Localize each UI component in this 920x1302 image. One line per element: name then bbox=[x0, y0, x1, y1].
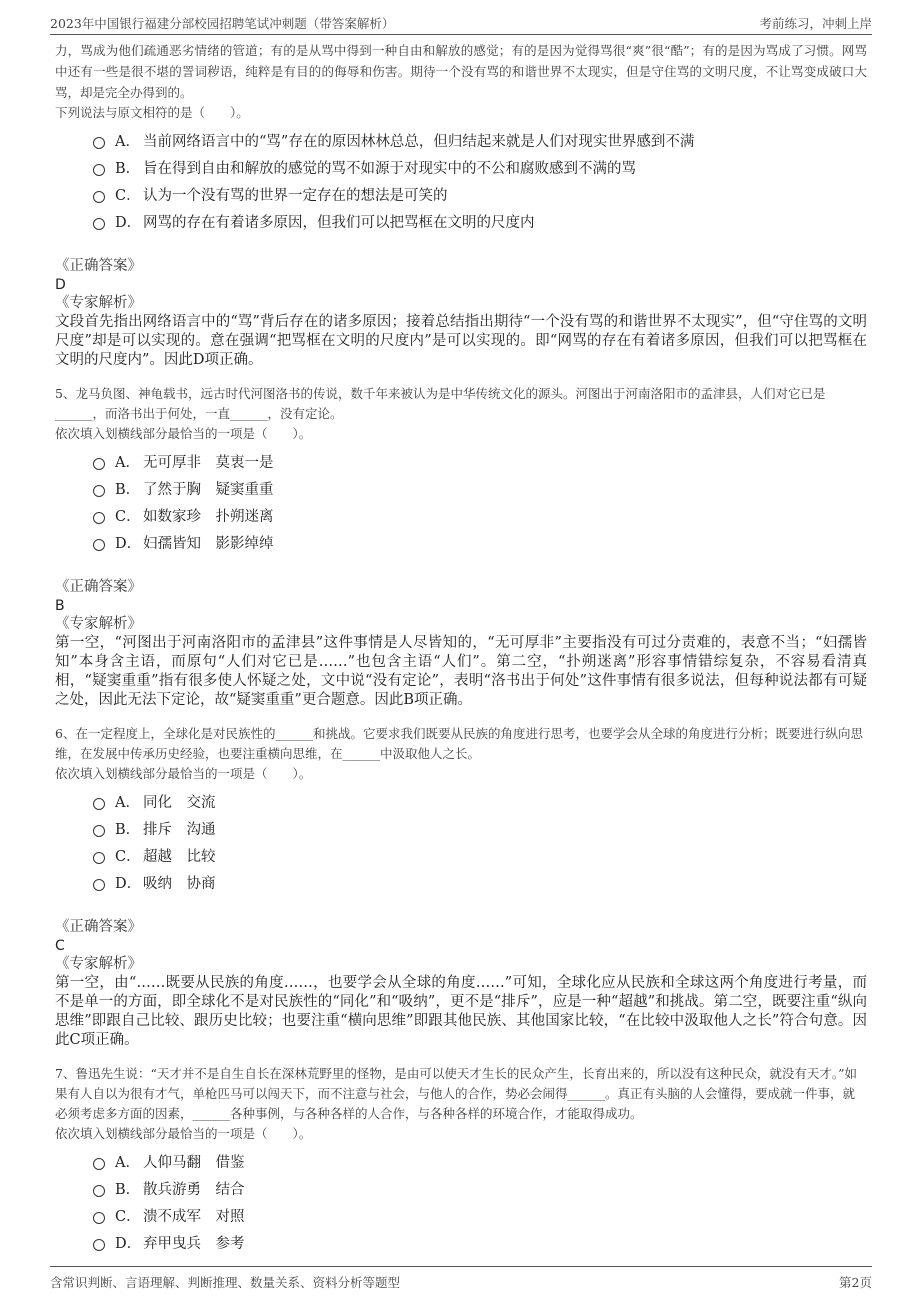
page-header bbox=[50, 10, 872, 35]
radio-circle-icon[interactable] bbox=[93, 1185, 105, 1197]
option-letter: D． bbox=[115, 536, 142, 552]
radio-circle-icon[interactable] bbox=[93, 1239, 105, 1251]
question-prompt: 依次填入划横线部分最恰当的一项是（ ）。 bbox=[55, 1126, 312, 1141]
option-c[interactable] bbox=[93, 842, 867, 869]
option-c[interactable] bbox=[93, 502, 867, 529]
option-letter: B． bbox=[115, 822, 141, 838]
option-text: 人仰马翻 借鉴 bbox=[143, 1155, 245, 1171]
option-list bbox=[93, 127, 867, 235]
option-d[interactable] bbox=[93, 1229, 867, 1256]
answer-label: 《正确答案》 bbox=[55, 919, 142, 935]
option-text: 同化 交流 bbox=[143, 795, 216, 811]
option-letter: D． bbox=[115, 1236, 142, 1252]
option-text: 旨在得到自由和解放的感觉的骂不如源于对现实中的不公和腐败感到不满的骂 bbox=[143, 161, 636, 177]
radio-circle-icon[interactable] bbox=[93, 458, 105, 470]
answer-label: 《正确答案》 bbox=[55, 258, 142, 274]
option-text: 网骂的存在有着诸多原因，但我们可以把骂框在文明的尺度内 bbox=[143, 215, 535, 231]
option-d[interactable] bbox=[93, 208, 867, 235]
question-5 bbox=[55, 384, 867, 710]
radio-circle-icon[interactable] bbox=[93, 218, 105, 230]
question-stem: 6、在一定程度上，全球化是对民族性的______和挑战。它要求我们既要从民族的角度进行思考，也要学会从全球的角度进行分析；既要进行纵向思维，在发展中传承历史经验，也要注重横向思维，在______中汲取他人之长。 bbox=[55, 726, 863, 761]
option-text: 妇孺皆知 影影绰绰 bbox=[143, 536, 274, 552]
answer-value: C bbox=[55, 938, 65, 954]
option-letter: C． bbox=[115, 509, 141, 525]
option-letter: B． bbox=[115, 161, 141, 177]
question-6 bbox=[55, 724, 867, 1050]
document-title: 2023年中国银行福建分部校园招聘笔试冲刺题（带答案解析） bbox=[50, 16, 395, 31]
analysis-text: 文段首先指出网络语言中的“骂”背后存在的诸多原因；接着总结指出期待“一个没有骂的和谐世界不太现实”，但“守住骂的文明尺度”却是可以实现的。意在强调“把骂框在文明的尺度内”是可以实现的。即“网骂的存在有着诸多原因，但我们可以把骂框在文明的尺度内”。因此D项正确。 bbox=[55, 314, 867, 368]
option-c[interactable] bbox=[93, 1202, 867, 1229]
analysis-label: 《专家解析》 bbox=[55, 956, 142, 972]
radio-circle-icon[interactable] bbox=[93, 825, 105, 837]
option-letter: A． bbox=[115, 795, 140, 811]
option-list bbox=[93, 788, 867, 896]
question-7 bbox=[55, 1064, 867, 1256]
option-letter: A． bbox=[115, 134, 140, 150]
option-text: 如数家珍 扑朔迷离 bbox=[143, 509, 274, 525]
page-footer bbox=[50, 1266, 872, 1293]
question-prompt: 下列说法与原文相符的是（ ）。 bbox=[55, 105, 249, 120]
radio-circle-icon[interactable] bbox=[93, 539, 105, 551]
option-b[interactable] bbox=[93, 154, 867, 181]
option-letter: C． bbox=[115, 849, 141, 865]
option-list bbox=[93, 1148, 867, 1256]
radio-circle-icon[interactable] bbox=[93, 879, 105, 891]
option-text: 无可厚非 莫衷一是 bbox=[143, 455, 274, 471]
page-number: 第2页 bbox=[839, 1275, 872, 1290]
passage-text: 力，骂成为他们疏通恶劣情绪的管道；有的是从骂中得到一种自由和解放的感觉；有的是因为觉得骂很“爽”很“酷”；有的是因为骂成了习惯。网骂中还有一些是很不堪的詈词秽语，纯粹是有目的的侮辱和伤害。期待一个没有骂的和谐世界不太现实，但是守住骂的文明尺度，不让骂变成破口大骂，却是完全办得到的。 bbox=[55, 43, 867, 100]
radio-circle-icon[interactable] bbox=[93, 798, 105, 810]
header-slogan: 考前练习，冲刺上岸 bbox=[759, 16, 872, 31]
radio-circle-icon[interactable] bbox=[93, 1212, 105, 1224]
option-d[interactable] bbox=[93, 529, 867, 556]
analysis-label: 《专家解析》 bbox=[55, 616, 142, 632]
radio-circle-icon[interactable] bbox=[93, 852, 105, 864]
option-letter: A． bbox=[115, 455, 140, 471]
option-b[interactable] bbox=[93, 1175, 867, 1202]
answer-label: 《正确答案》 bbox=[55, 579, 142, 595]
analysis-text: 第一空，“河图出于河南洛阳市的孟津县”这件事情是人尽皆知的，“无可厚非”主要指没有可过分责难的，表意不当；“妇孺皆知”本身含主语，而原句“人们对它已是……”也包含主语“人们”。第二空，“扑朔迷离”形容事情错综复杂，不容易看清真相，“疑窦重重”指有很多使人怀疑之处，文中说“没有定论”，表明“洛书出于何处”这件事情有很多说法，但每种说法都有可疑之处，因此无法下定论，故“疑窦重重”更合题意。因此B项正确。 bbox=[55, 635, 867, 708]
option-list bbox=[93, 448, 867, 556]
option-letter: D． bbox=[115, 215, 142, 231]
analysis-label: 《专家解析》 bbox=[55, 295, 142, 311]
option-d[interactable] bbox=[93, 869, 867, 896]
option-text: 超越 比较 bbox=[143, 849, 216, 865]
option-a[interactable] bbox=[93, 1148, 867, 1175]
option-a[interactable] bbox=[93, 127, 867, 154]
answer-value: D bbox=[55, 277, 66, 293]
option-letter: B． bbox=[115, 1182, 141, 1198]
radio-circle-icon[interactable] bbox=[93, 512, 105, 524]
question-stem: 7、鲁迅先生说：“天才并不是自生自长在深林荒野里的怪物，是由可以使天才生长的民众产生，长育出来的，所以没有这种民众，就没有天才。”如果有人自以为很有才气，单枪匹马可以闯天下，而不注意与社会，与他人的合作，势必会闹得______。真正有头脑的人会懂得，要成就一件事，就必须考虑多方面的因素，______各种事例，与各种各样的人合作，与各种各样的环境合作，才能取得成功。 bbox=[55, 1066, 857, 1121]
radio-circle-icon[interactable] bbox=[93, 1158, 105, 1170]
option-text: 当前网络语言中的“骂”存在的原因林林总总，但归结起来就是人们对现实世界感到不满 bbox=[143, 134, 695, 150]
option-text: 溃不成军 对照 bbox=[143, 1209, 245, 1225]
option-text: 散兵游勇 结合 bbox=[143, 1182, 245, 1198]
option-text: 了然于胸 疑窦重重 bbox=[143, 482, 274, 498]
option-text: 认为一个没有骂的世界一定存在的想法是可笑的 bbox=[143, 188, 448, 204]
footer-categories: 含常识判断、言语理解、判断推理、数量关系、资料分析等题型 bbox=[50, 1275, 401, 1290]
option-letter: C． bbox=[115, 1209, 141, 1225]
option-a[interactable] bbox=[93, 788, 867, 815]
option-letter: D． bbox=[115, 876, 142, 892]
answer-value: B bbox=[55, 598, 65, 614]
option-text: 吸纳 协商 bbox=[143, 876, 216, 892]
option-b[interactable] bbox=[93, 815, 867, 842]
analysis-text: 第一空，由“……既要从民族的角度……，也要学会从全球的角度……”可知，全球化应从民族和全球这两个角度进行考量，而不是单一的方面，即全球化不是对民族性的“同化”和“吸纳”，更不是“排斥”，应是一种“超越”和挑战。第二空，既要注重“纵向思维”即跟自己比较、跟历史比较；也要注重“横向思维”即跟其他民族、其他国家比较，“在比较中汲取他人之长”符合句意。因此C项正确。 bbox=[55, 975, 867, 1048]
radio-circle-icon[interactable] bbox=[93, 485, 105, 497]
question-stem: 5、龙马负图、神龟载书，远古时代河图洛书的传说，数千年来被认为是中华传统文化的源头。河图出于河南洛阳市的孟津县，人们对它已是______，而洛书出于何处，一直______，没有定论。 bbox=[55, 386, 826, 421]
option-letter: C． bbox=[115, 188, 141, 204]
question-prompt: 依次填入划横线部分最恰当的一项是（ ）。 bbox=[55, 766, 312, 781]
option-text: 弃甲曳兵 参考 bbox=[143, 1236, 245, 1252]
option-text: 排斥 沟通 bbox=[143, 822, 216, 838]
option-b[interactable] bbox=[93, 475, 867, 502]
option-letter: A． bbox=[115, 1155, 140, 1171]
question-4 bbox=[55, 40, 867, 370]
option-letter: B． bbox=[115, 482, 141, 498]
option-a[interactable] bbox=[93, 448, 867, 475]
question-prompt: 依次填入划横线部分最恰当的一项是（ ）。 bbox=[55, 426, 312, 441]
radio-circle-icon[interactable] bbox=[93, 137, 105, 149]
option-c[interactable] bbox=[93, 181, 867, 208]
page-content bbox=[55, 40, 867, 1256]
radio-circle-icon[interactable] bbox=[93, 191, 105, 203]
radio-circle-icon[interactable] bbox=[93, 164, 105, 176]
